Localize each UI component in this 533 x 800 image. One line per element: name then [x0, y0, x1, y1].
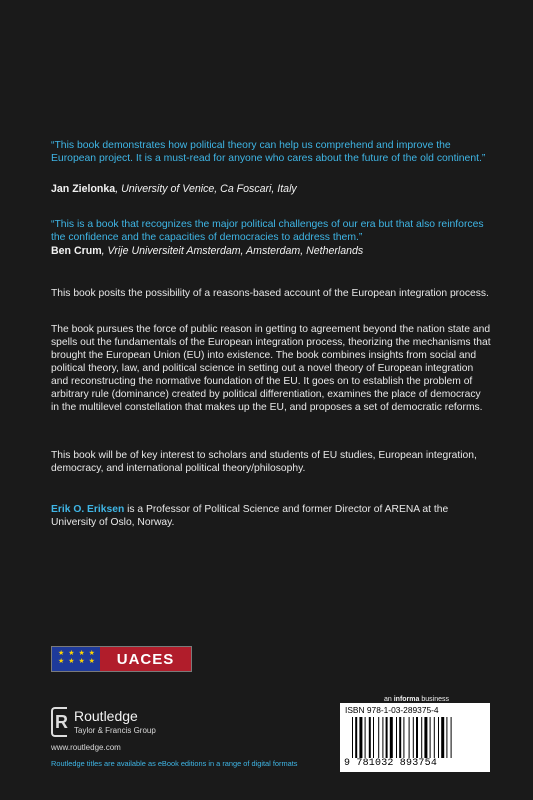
endorser-name-2: Ben Crum	[51, 245, 102, 257]
endorsement-attribution-1	[51, 183, 491, 196]
ebook-note: Routledge titles are available as eBook editions in a range of digital formats	[51, 759, 298, 768]
endorser-name-1: Jan Zielonka	[51, 183, 116, 195]
description-paragraph-2: The book pursues the force of public reason in getting to agreement beyond the nation state and spells out the fundamentals of the European integration process, theorizing the mechanisms that brought the European Union (EU) into existence. The book combines insights from social and political theory, law, and political science in setting out a novel theory of European integration and reconstructing the normative foundation of the EU. It goes on to establish the problem of arbitrary rule (dominance) created by political differentiation, examines the place of democracy in the multilevel constellation that makes up the EU, and proposes a set of democratic reforms.	[51, 324, 491, 413]
publisher-name: Routledge	[74, 708, 138, 724]
publisher-group: Taylor & Francis Group	[74, 726, 156, 735]
barcode-digits: 9 781032 893754	[344, 758, 438, 769]
isbn-text: ISBN 978-1-03-289375-4	[345, 705, 439, 715]
author-name: Erik O. Eriksen	[51, 504, 125, 515]
description-paragraph-1: This book posits the possibility of a reasons-based account of the European integration process.	[51, 288, 489, 299]
eu-flag-icon: ★ ★ ★ ★ ★ ★ ★ ★	[52, 647, 100, 671]
uaces-label: UACES	[100, 647, 191, 671]
endorsement-attribution-2	[51, 245, 491, 258]
routledge-logo-icon: R	[51, 707, 67, 737]
author-bio	[51, 503, 491, 529]
barcode-bars-icon	[352, 717, 480, 758]
publisher-url: www.routledge.com	[51, 743, 121, 752]
endorser-affiliation-1: , University of Venice, Ca Foscari, Italy	[115, 183, 297, 195]
endorsement-quote-2: “This is a book that recognizes the major political challenges of our era but that also reinforces the confidence and the capacities of democracies to address them.”	[51, 219, 484, 243]
endorsement-quote-1: “This book demonstrates how political theory can help us comprehend and improve the European project. It is a must-read for anyone who cares about the future of the old continent.”	[51, 140, 486, 164]
uaces-logo	[51, 646, 192, 672]
author-bio-text: is a Professor of Political Science and former Director of ARENA at the University of Oslo, Norway.	[51, 504, 449, 528]
endorser-affiliation-2: , Vrije Universiteit Amsterdam, Amsterdam, Netherlands	[101, 245, 364, 257]
description-paragraph-3: This book will be of key interest to scholars and students of EU studies, European integration, democracy, and international political theory/philosophy.	[51, 450, 477, 474]
informa-business-label: an informa business	[384, 696, 449, 703]
